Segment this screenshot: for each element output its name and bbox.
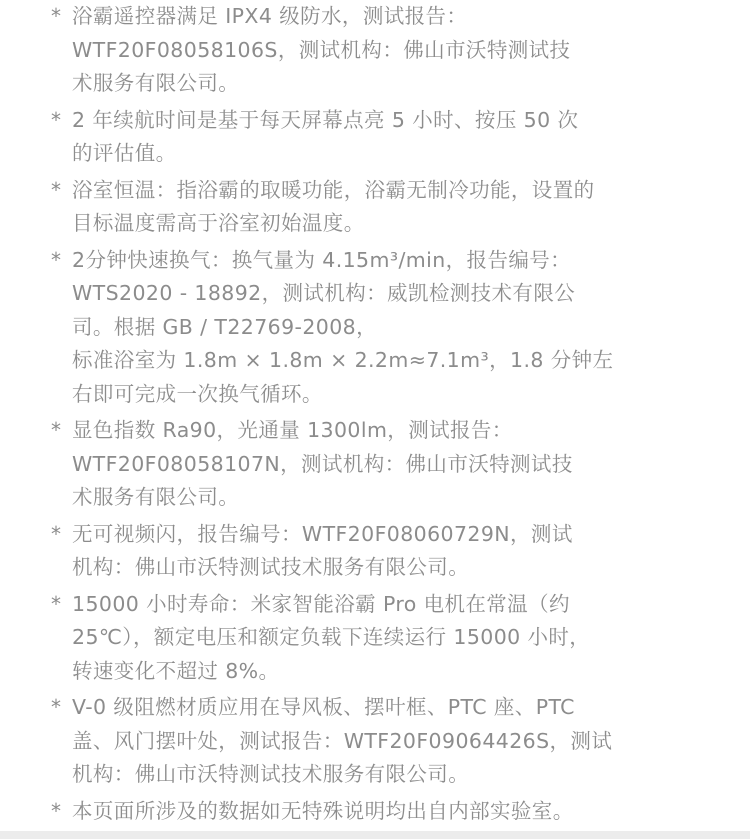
footnote-line: 25℃），额定电压和额定负载下连续运行 15000 小时， <box>72 625 591 649</box>
asterisk-marker: * <box>51 4 61 28</box>
footnote-ventilation <box>0 244 708 412</box>
footnote-constant-temperature <box>0 174 708 241</box>
footnote-line: 机构：佛山市沃特测试技术服务有限公司。 <box>72 555 470 579</box>
footnote-line: 司。根据 GB / T22769-2008， <box>72 314 378 339</box>
footnote-line: 无可视频闪，报告编号：WTF20F08060729N，测试 <box>72 521 573 546</box>
bottom-divider <box>0 831 750 839</box>
footnote-line: 术服务有限公司。 <box>72 71 240 95</box>
asterisk-marker: * <box>51 107 61 132</box>
footnote-data-source <box>0 795 708 829</box>
footnote-color-rendering <box>0 414 708 515</box>
asterisk-marker: * <box>51 247 61 272</box>
footnote-battery-life <box>0 104 708 171</box>
asterisk-marker: * <box>51 798 61 823</box>
footnote-line: 浴室恒温：指浴霸的取暖功能，浴霸无制冷功能，设置的 <box>72 177 595 202</box>
footnote-line: WTS2020 - 18892，测试机构：威凯检测技术有限公 <box>72 281 576 305</box>
footnote-line: 术服务有限公司。 <box>72 485 240 509</box>
footnote-flicker-free <box>0 518 708 585</box>
footnote-line: 目标温度需高于浴室初始温度。 <box>72 211 365 235</box>
footnote-line: 右即可完成一次换气循环。 <box>72 381 323 406</box>
footnote-motor-lifespan <box>0 588 708 689</box>
footnote-flame-retardant <box>0 691 708 792</box>
footnote-line: 本页面所涉及的数据如无特殊说明均出自内部实验室。 <box>72 798 574 823</box>
footnote-line: 15000 小时寿命：米家智能浴霸 Pro 电机在常温（约 <box>72 591 570 616</box>
footnote-line: 的评估值。 <box>72 141 177 165</box>
asterisk-marker: * <box>51 695 61 719</box>
footnote-line: 转速变化不超过 8%。 <box>72 658 280 683</box>
footnote-line: 浴霸遥控器满足 IPX4 级防水，测试报告： <box>72 4 468 28</box>
asterisk-marker: * <box>51 591 61 616</box>
footnote-line: WTF20F08058107N，测试机构：佛山市沃特测试技 <box>72 451 573 476</box>
asterisk-marker: * <box>51 418 61 442</box>
asterisk-marker: * <box>51 177 61 202</box>
footnote-waterproof <box>0 0 708 101</box>
footnote-line: V-0 级阻燃材质应用在导风板、摆叶框、PTC 座、PTC <box>72 695 575 719</box>
footnote-line: 2分钟快速换气：换气量为 4.15m³/min，报告编号： <box>72 247 572 272</box>
footnote-line: 机构：佛山市沃特测试技术服务有限公司。 <box>72 762 470 786</box>
footnote-line: WTF20F08058106S，测试机构：佛山市沃特测试技 <box>72 37 571 62</box>
footnote-line: 显色指数 Ra90，光通量 1300lm，测试报告： <box>72 418 513 442</box>
footnote-line: 标准浴室为 1.8m × 1.8m × 2.2m≈7.1m³，1.8 分钟左 <box>72 348 614 372</box>
footnote-line: 盖、风门摆叶处，测试报告：WTF20F09064426S，测试 <box>72 728 613 753</box>
footnote-line: 2 年续航时间是基于每天屏幕点亮 5 小时、按压 50 次 <box>72 107 579 132</box>
asterisk-marker: * <box>51 521 61 546</box>
